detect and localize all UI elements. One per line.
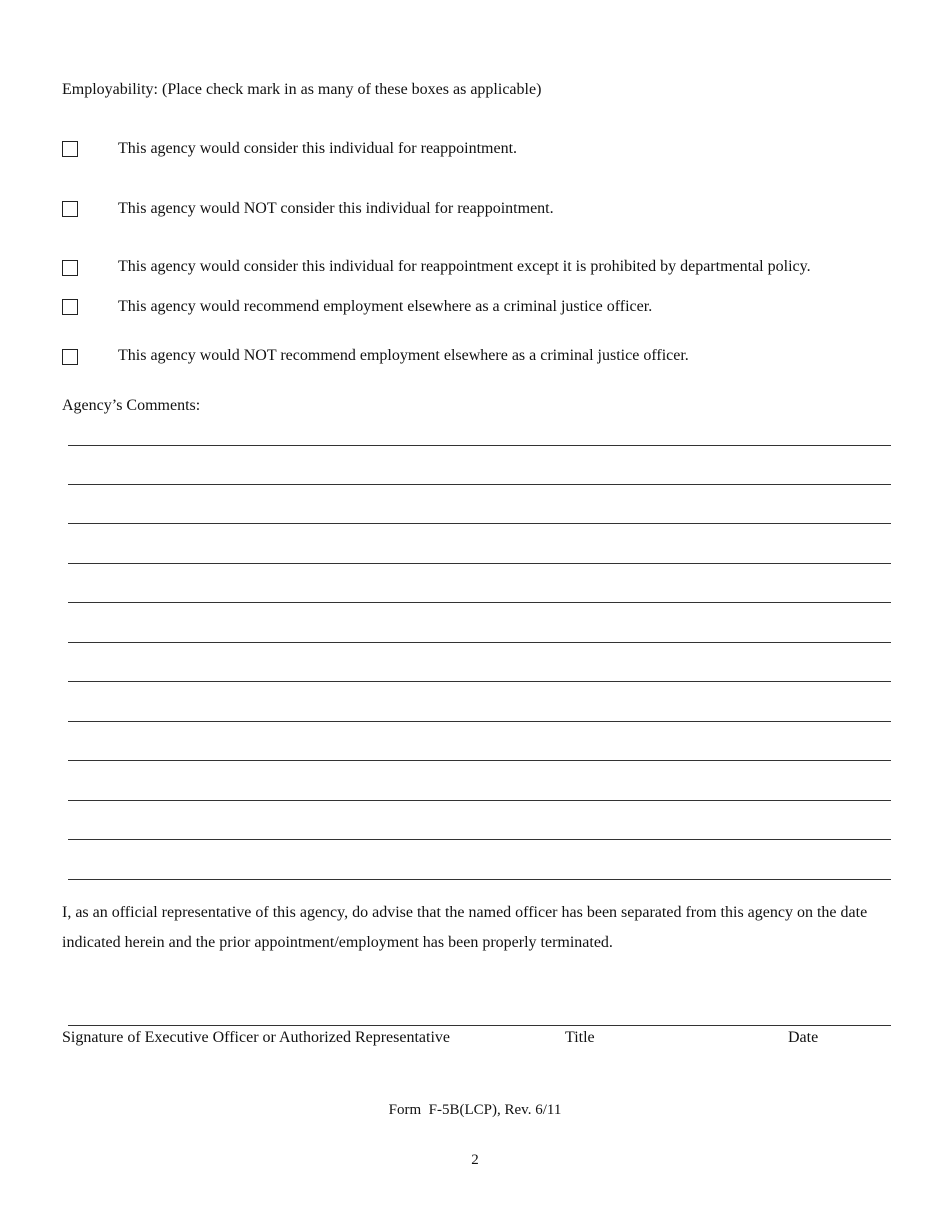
comment-line[interactable]	[68, 484, 891, 485]
form-identifier: Form F-5B(LCP), Rev. 6/11	[388, 1102, 562, 1118]
page-number: 2	[471, 1152, 479, 1168]
option-label-recommend-elsewhere: This agency would recommend employment elsewhere as a criminal justice officer.	[118, 298, 653, 315]
title-label: Title	[565, 1029, 595, 1046]
checkbox-consider-except-policy[interactable]	[62, 260, 78, 276]
checkbox-consider-reappointment[interactable]	[62, 141, 78, 157]
option-label-not-recommend-elsewhere: This agency would NOT recommend employment elsewhere as a criminal justice officer.	[118, 347, 689, 364]
comment-line[interactable]	[68, 563, 891, 564]
option-label-consider-reappointment: This agency would consider this individual for reappointment.	[118, 140, 518, 157]
comment-line[interactable]	[68, 721, 891, 722]
comment-line[interactable]	[68, 445, 891, 446]
comment-line[interactable]	[68, 602, 891, 603]
option-label-not-consider-reappointment: This agency would NOT consider this individual for reappointment.	[118, 200, 554, 217]
comment-line[interactable]	[68, 879, 891, 880]
option-label-consider-except-policy: This agency would consider this individual for reappointment except it is prohibited by departmental policy.	[118, 258, 811, 275]
agency-comments-label: Agency’s Comments:	[62, 397, 201, 414]
checkbox-recommend-elsewhere[interactable]	[62, 299, 78, 315]
signature-label: Signature of Executive Officer or Authorized Representative	[62, 1029, 451, 1046]
comment-line[interactable]	[68, 523, 891, 524]
checkbox-not-recommend-elsewhere[interactable]	[62, 349, 78, 365]
checkbox-not-consider-reappointment[interactable]	[62, 201, 78, 217]
employability-heading: Employability: (Place check mark in as many of these boxes as applicable)	[62, 81, 542, 98]
certification-statement: I, as an official representative of this agency, do advise that the named officer has been separated from this agency on the date indicated herein and the prior appointment/employment has been properly terminated.	[62, 904, 868, 951]
comment-line[interactable]	[68, 642, 891, 643]
comment-line[interactable]	[68, 760, 891, 761]
comment-line[interactable]	[68, 800, 891, 801]
comment-line[interactable]	[68, 839, 891, 840]
date-label: Date	[788, 1029, 819, 1046]
comment-line[interactable]	[68, 681, 891, 682]
signature-line[interactable]	[68, 1025, 891, 1026]
